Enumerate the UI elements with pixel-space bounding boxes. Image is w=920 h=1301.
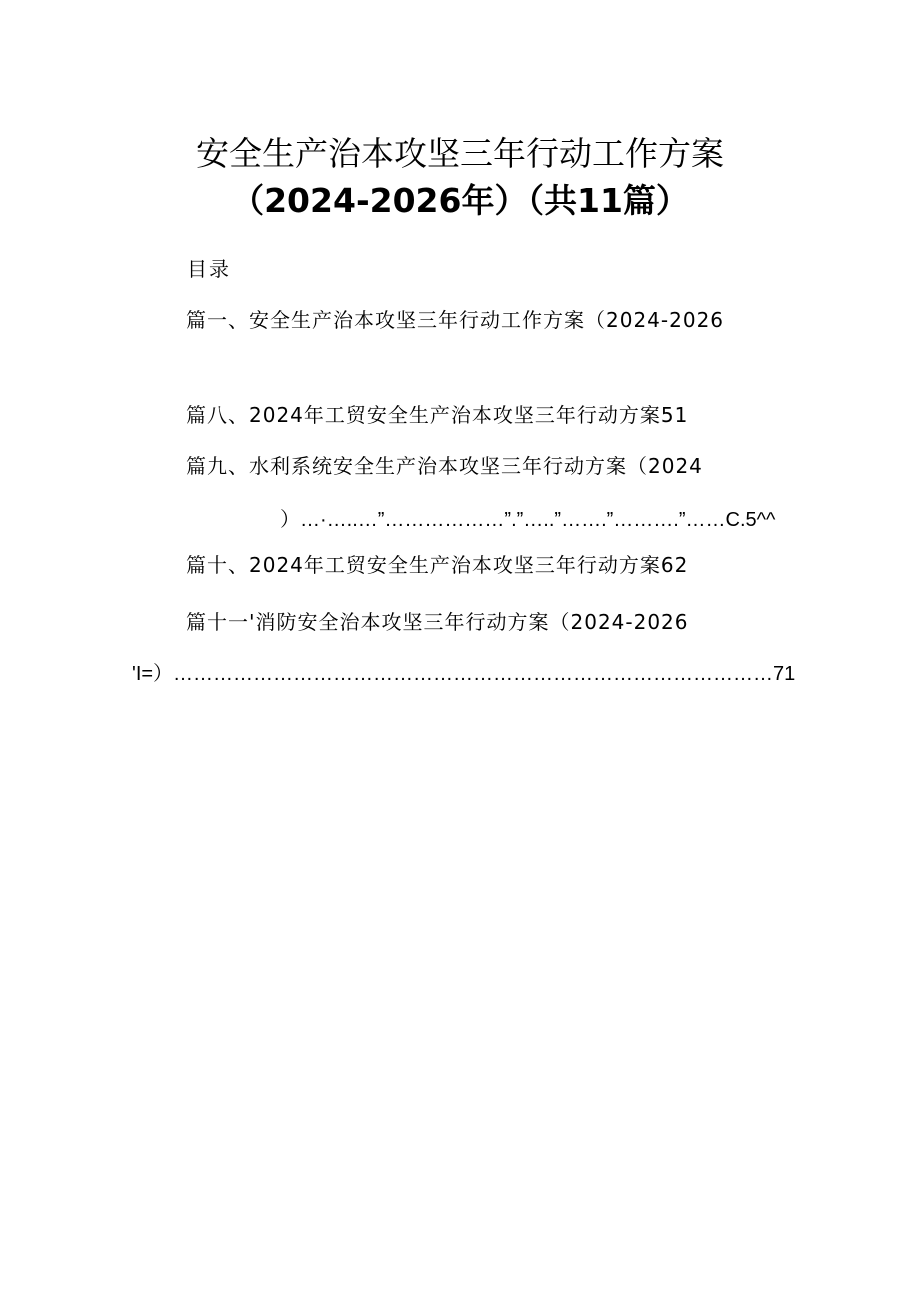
toc-entry-10[interactable]: 篇十、2024年工贸安全生产治本攻坚三年行动方案62 xyxy=(186,553,689,577)
toc-entry-1[interactable]: 篇一、安全生产治本攻坚三年行动工作方案（2024-2026 xyxy=(186,308,725,332)
toc-heading: 目录 xyxy=(187,257,231,281)
toc-entry-11[interactable]: 篇十一'消防安全治本攻坚三年行动方案（2024-2026 xyxy=(186,610,689,634)
toc-entry-9-continuation[interactable]: ）…·…..…”………………”.”…..”…….”……….”……C.5^^ xyxy=(280,509,776,531)
document-title-line-1: 安全生产治本攻坚三年行动工作方案 xyxy=(196,134,724,173)
document-title-line-2: （2024-2026年）（共11篇） xyxy=(231,181,689,220)
toc-entry-9[interactable]: 篇九、水利系统安全生产治本攻坚三年行动方案（2024 xyxy=(186,454,703,478)
toc-entry-8[interactable]: 篇八、2024年工贸安全生产治本攻坚三年行动方案51 xyxy=(186,403,689,427)
toc-entry-11-continuation[interactable]: 'I=）………………………………………………………………………………71 xyxy=(132,663,796,685)
